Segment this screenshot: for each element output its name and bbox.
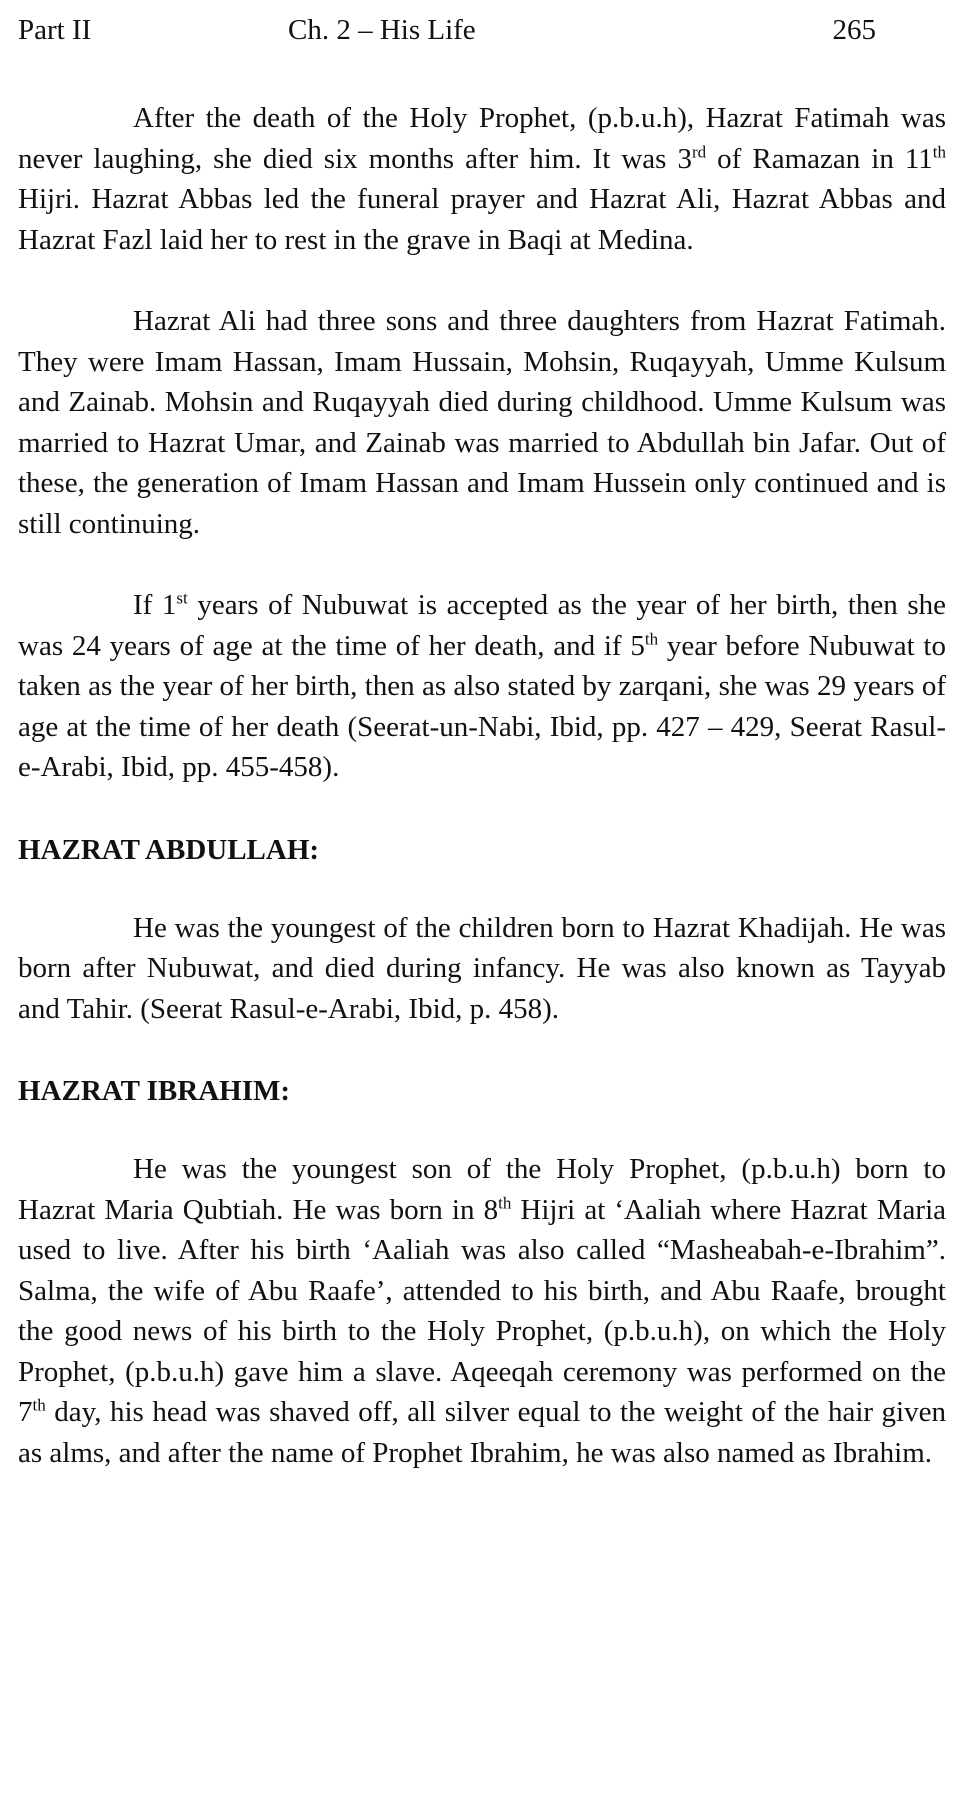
paragraph-children: Hazrat Ali had three sons and three daughters from Hazrat Fatimah. They were Imam Hassan, Imam Hussain, Mohsin, Ruqayyah, Umme Kulsum and Zainab. Mohsin and Ruqayyah died during childhood. Umme Kulsum was married to Hazrat Umar, and Zainab was married to Abdullah bin Jafar. Out of these, the generation of Imam Hassan and Imam Hussein only continued and is still continuing. bbox=[18, 305, 946, 540]
superscript: th bbox=[644, 628, 659, 648]
paragraph-fatimah-death bbox=[18, 98, 946, 260]
part-label: Part II bbox=[18, 14, 92, 46]
text-run: After the death of the Holy Prophet, (p.b.u.h), Hazrat Fatimah was never laughing, she died six months after him. It was 3 bbox=[18, 102, 946, 175]
paragraph-ibrahim bbox=[18, 1149, 946, 1473]
text-run: years of Nubuwat is accepted as the year of her birth, then she was 24 years of age at the time of her death, and if 5 bbox=[18, 589, 946, 662]
superscript: rd bbox=[691, 141, 707, 161]
text-run: Hijri. Hazrat Abbas led the funeral prayer and Hazrat Ali, Hazrat Abbas and Hazrat Fazl laid her to rest in the grave in Baqi at Medina. bbox=[18, 183, 946, 256]
text-run: year before Nubuwat to taken as the year of her birth, then as also stated by zarqani, she was 29 years of age at the time of her death (Seerat-un-Nabi, Ibid, pp. 427 – 429, Seerat Rasul-e-Arabi, Ibid, pp. 455-458). bbox=[18, 629, 946, 783]
paragraph-abdullah: He was the youngest of the children born to Hazrat Khadijah. He was born after Nubuwat, and died during infancy. He was also known as Tayyab and Tahir. (Seerat Rasul-e-Arabi, Ibid, p. 458). bbox=[18, 911, 946, 1025]
superscript: th bbox=[498, 1192, 512, 1212]
text-run: day, his head was shaved off, all silver equal to the weight of the hair given as alms, and after the name of Prophet Ibrahim, he was also named as Ibrahim. bbox=[18, 1396, 946, 1469]
text-run: He was the youngest son of the Holy Prophet, (p.b.u.h) born to Hazrat Maria Qubtiah. He was born in 8 bbox=[18, 1153, 946, 1226]
chapter-title: Ch. 2 – His Life bbox=[288, 14, 476, 46]
superscript: th bbox=[932, 141, 946, 161]
text-run: Hijri at ‘Aaliah where Hazrat Maria used to live. After his birth ‘Aaliah was also called “Masheabah-e-Ibrahim”. Salma, the wife of Abu Raafe’, attended to his birth, and Abu Raafe, brought the good news of his birth to the Holy Prophet, (p.b.u.h), on which the Holy Prophet, (p.b.u.h) gave him a slave. Aqeeqah ceremony was performed on the 7 bbox=[18, 1193, 946, 1428]
section-heading-ibrahim: HAZRAT IBRAHIM: bbox=[18, 1075, 291, 1107]
paragraph-age bbox=[18, 585, 946, 788]
superscript: th bbox=[32, 1395, 46, 1415]
text-run: If 1 bbox=[133, 589, 177, 621]
text-run: of Ramazan in 11 bbox=[706, 142, 933, 175]
superscript: st bbox=[176, 588, 188, 608]
page-number: 265 bbox=[832, 14, 876, 46]
section-heading-abdullah: HAZRAT ABDULLAH: bbox=[18, 833, 320, 866]
running-head bbox=[18, 0, 946, 62]
book-page bbox=[18, 0, 946, 1473]
